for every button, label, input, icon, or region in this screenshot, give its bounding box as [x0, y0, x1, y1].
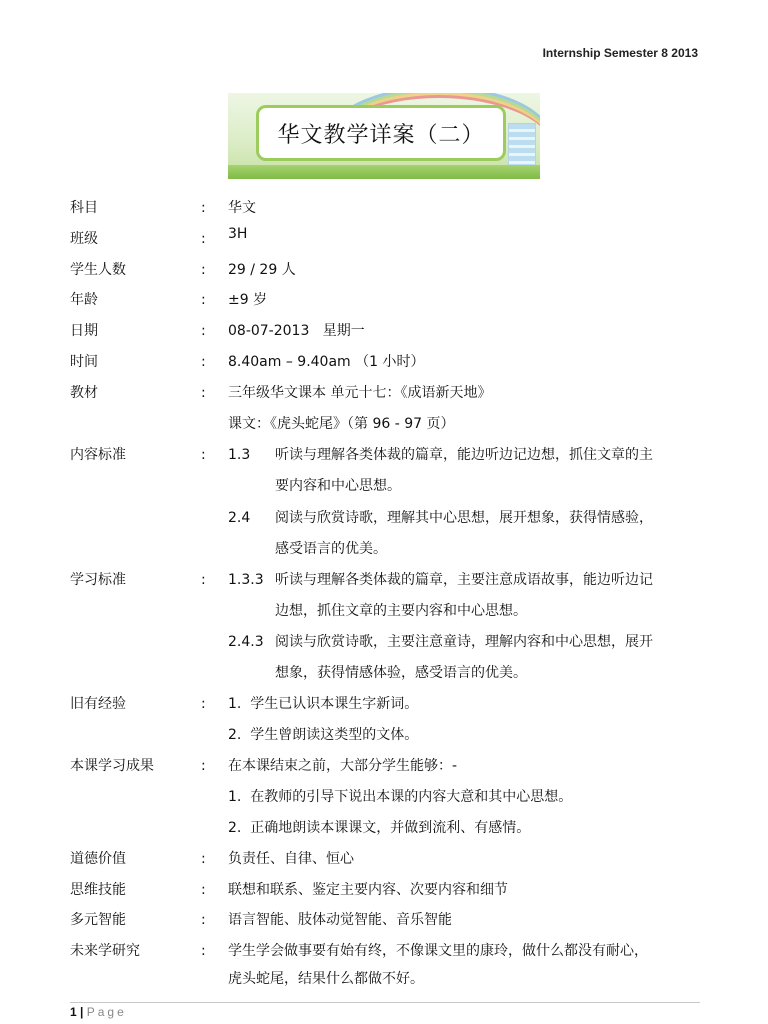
colon: :	[201, 943, 206, 959]
learning-standard-num: 2.4.3	[228, 634, 264, 650]
time-label: 时间	[70, 354, 98, 370]
thinking-value: 联想和联系、鉴定主要内容、次要内容和细节	[228, 882, 508, 898]
page-word: Page	[86, 1005, 127, 1019]
colon: :	[201, 912, 206, 928]
footer-divider	[70, 1002, 700, 1003]
class-value: 3H	[228, 226, 248, 242]
learning-standard-label: 学习标准	[70, 572, 126, 588]
colon: :	[201, 851, 206, 867]
colon: :	[201, 262, 206, 278]
subject-value: 华文	[228, 200, 256, 216]
building-decoration	[508, 123, 536, 169]
colon: :	[201, 882, 206, 898]
content-standard-num: 1.3	[228, 447, 251, 463]
prior-knowledge-line-1: 1. 学生已认识本课生字新词。	[228, 696, 419, 712]
intelligence-label: 多元智能	[70, 912, 126, 928]
content-standard-num: 2.4	[228, 510, 251, 526]
page-footer	[70, 1005, 127, 1019]
content-standard-text: 要内容和中心思想。	[275, 478, 401, 494]
learning-standard-num: 1.3.3	[228, 572, 264, 588]
page-separator: |	[80, 1005, 84, 1019]
colon: :	[201, 696, 206, 712]
colon: :	[201, 231, 206, 247]
material-line-1: 三年级华文课本 单元十七：《成语新天地》	[228, 385, 492, 401]
prior-knowledge-line-2: 2. 学生曾朗读这类型的文体。	[228, 727, 419, 743]
colon: :	[201, 354, 206, 370]
age-value: ±9 岁	[228, 292, 268, 308]
outcomes-line-2: 1. 在教师的引导下说出本课的内容大意和其中心思想。	[228, 789, 573, 805]
document-title: 华文教学详案（二）	[277, 122, 485, 148]
material-line-2: 课文：《虎头蛇尾》（第 96 - 97 页）	[228, 416, 455, 432]
students-label: 学生人数	[70, 262, 126, 278]
future-study-label: 未来学研究	[70, 943, 140, 959]
subject-label: 科目	[70, 200, 98, 216]
page-number: 1	[70, 1005, 77, 1019]
content-standard-text: 阅读与欣赏诗歌，理解其中心思想，展开想象，获得情感验，	[275, 510, 653, 526]
colon: :	[201, 323, 206, 339]
learning-standard-text: 听读与理解各类体裁的篇章，主要注意成语故事，能边听边记	[275, 572, 653, 588]
grass-decoration	[228, 165, 540, 179]
colon: :	[201, 292, 206, 308]
future-study-line-1: 学生学会做事要有始有终，不像课文里的康玲，做什么都没有耐心，	[228, 943, 648, 959]
learning-standard-text: 边想，抓住文章的主要内容和中心思想。	[275, 603, 527, 619]
outcomes-line-1: 在本课结束之前，大部分学生能够：-	[228, 758, 458, 774]
outcomes-label: 本课学习成果	[70, 758, 154, 774]
age-label: 年龄	[70, 292, 98, 308]
future-study-line-2: 虎头蛇尾，结果什么都做不好。	[228, 971, 424, 987]
colon: :	[201, 758, 206, 774]
values-label: 道德价值	[70, 851, 126, 867]
date-value: 08-07-2013 星期一	[228, 323, 365, 339]
date-label: 日期	[70, 323, 98, 339]
document-header: Internship Semester 8 2013	[542, 46, 698, 60]
content-standard-label: 内容标准	[70, 447, 126, 463]
students-value: 29 / 29 人	[228, 262, 296, 278]
intelligence-value: 语言智能、肢体动觉智能、音乐智能	[228, 912, 452, 928]
thinking-label: 思维技能	[70, 882, 126, 898]
colon: :	[201, 572, 206, 588]
title-box	[256, 105, 506, 161]
learning-standard-text: 阅读与欣赏诗歌，主要注意童诗，理解内容和中心思想，展开	[275, 634, 653, 650]
colon: :	[201, 447, 206, 463]
outcomes-line-3: 2. 正确地朗读本课课文，并做到流利、有感情。	[228, 820, 531, 836]
prior-knowledge-label: 旧有经验	[70, 696, 126, 712]
material-label: 教材	[70, 385, 98, 401]
content-standard-text: 感受语言的优美。	[275, 541, 387, 557]
class-label: 班级	[70, 231, 98, 247]
values-value: 负责任、自律、恒心	[228, 851, 354, 867]
colon: :	[201, 385, 206, 401]
colon: :	[201, 200, 206, 216]
content-standard-text: 听读与理解各类体裁的篇章，能边听边记边想，抓住文章的主	[275, 447, 653, 463]
time-value: 8.40am – 9.40am （1 小时）	[228, 354, 425, 370]
learning-standard-text: 想象，获得情感体验，感受语言的优美。	[275, 665, 527, 681]
title-banner	[228, 93, 540, 179]
